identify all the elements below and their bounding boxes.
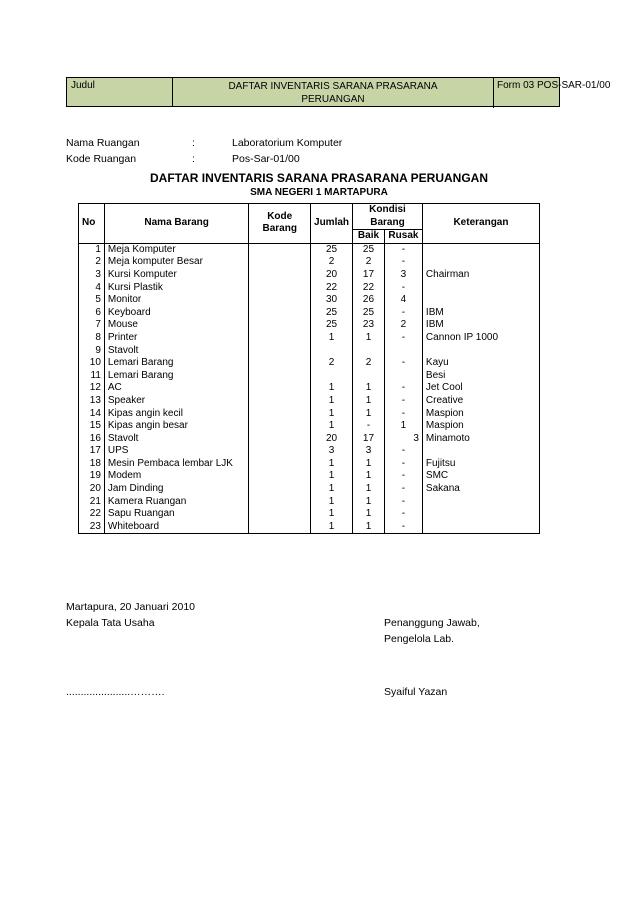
cell-broken: 3 (384, 269, 422, 282)
cell-good: 1 (353, 521, 385, 534)
cell-good: 1 (353, 408, 385, 421)
cell-good: 1 (353, 470, 385, 483)
cell-qty: 1 (311, 521, 353, 534)
cell-broken: 1 (384, 420, 422, 433)
header-good: Baik (353, 230, 385, 244)
cell-broken: - (384, 382, 422, 395)
room-code-label: Kode Ruangan (66, 153, 137, 165)
table-row (79, 508, 540, 521)
table-row (79, 357, 540, 370)
cell-note: Besi (422, 370, 539, 383)
header-broken: Rusak (384, 230, 422, 244)
cell-broken: - (384, 395, 422, 408)
cell-name: Stavolt (104, 345, 248, 358)
table-row (79, 395, 540, 408)
left-signatory-role: Kepala Tata Usaha (66, 617, 155, 629)
cell-no: 3 (79, 269, 105, 282)
cell-broken: - (384, 243, 422, 256)
cell-name: Meja Komputer (104, 243, 248, 256)
room-name-value: Laboratorium Komputer (232, 137, 343, 149)
place-date: Martapura, 20 Januari 2010 (66, 601, 195, 613)
cell-note: Kayu (422, 357, 539, 370)
cell-no: 9 (79, 345, 105, 358)
cell-no: 4 (79, 282, 105, 295)
cell-code (249, 408, 311, 421)
cell-qty: 1 (311, 395, 353, 408)
cell-code (249, 382, 311, 395)
right-signatory-role-2: Pengelola Lab. (384, 633, 455, 645)
table-row (79, 521, 540, 534)
header-title-line1: DAFTAR INVENTARIS SARANA PRASARANA (228, 81, 438, 92)
cell-name: Mesin Pembaca lembar LJK (104, 458, 248, 471)
cell-code (249, 345, 311, 358)
cell-broken: - (384, 483, 422, 496)
header-name: Nama Barang (104, 204, 248, 244)
cell-note: IBM (422, 319, 539, 332)
cell-no: 13 (79, 395, 105, 408)
cell-no: 5 (79, 294, 105, 307)
cell-code (249, 243, 311, 256)
cell-note (422, 243, 539, 256)
cell-note (422, 256, 539, 269)
room-code-sep: : (192, 153, 195, 165)
cell-broken (384, 345, 422, 358)
cell-good (353, 345, 385, 358)
cell-code (249, 508, 311, 521)
cell-qty: 1 (311, 496, 353, 509)
cell-good: 1 (353, 395, 385, 408)
cell-good: 1 (353, 332, 385, 345)
cell-code (249, 458, 311, 471)
form-header-box (66, 77, 611, 107)
table-row (79, 307, 540, 320)
cell-qty: 25 (311, 319, 353, 332)
cell-no: 10 (79, 357, 105, 370)
cell-no: 6 (79, 307, 105, 320)
cell-code (249, 433, 311, 446)
header-condition: Kondisi Barang (353, 204, 423, 230)
table-row (79, 420, 540, 433)
cell-qty: 2 (311, 357, 353, 370)
cell-good (353, 370, 385, 383)
cell-name: Kursi Plastik (104, 282, 248, 295)
cell-good: 17 (353, 269, 385, 282)
table-row (79, 433, 540, 446)
cell-broken: - (384, 508, 422, 521)
table-row (79, 282, 540, 295)
cell-no: 20 (79, 483, 105, 496)
cell-code (249, 395, 311, 408)
cell-good: 3 (353, 445, 385, 458)
document-title: DAFTAR INVENTARIS SARANA PRASARANA PERUANGAN (149, 171, 488, 185)
cell-name: Kipas angin besar (104, 420, 248, 433)
table-row (79, 294, 540, 307)
cell-broken: - (384, 307, 422, 320)
cell-broken: - (384, 357, 422, 370)
cell-broken: 4 (384, 294, 422, 307)
cell-good: - (353, 420, 385, 433)
cell-name: Modem (104, 470, 248, 483)
cell-broken: - (384, 496, 422, 509)
table-row (79, 243, 540, 256)
cell-no: 18 (79, 458, 105, 471)
cell-broken: - (384, 408, 422, 421)
cell-no: 21 (79, 496, 105, 509)
cell-qty: 20 (311, 433, 353, 446)
cell-good: 1 (353, 483, 385, 496)
table-row (79, 496, 540, 509)
table-row (79, 269, 540, 282)
cell-broken: - (384, 458, 422, 471)
cell-code (249, 294, 311, 307)
cell-no: 22 (79, 508, 105, 521)
cell-code (249, 357, 311, 370)
cell-code (249, 420, 311, 433)
cell-no: 23 (79, 521, 105, 534)
cell-name: Speaker (104, 395, 248, 408)
cell-broken: - (384, 470, 422, 483)
cell-good: 1 (353, 496, 385, 509)
cell-broken: - (384, 282, 422, 295)
inventory-body (79, 243, 540, 534)
cell-qty: 25 (311, 243, 353, 256)
header-title-line2: PERUANGAN (301, 94, 365, 105)
cell-note: Maspion (422, 408, 539, 421)
cell-code (249, 256, 311, 269)
cell-broken: 2 (384, 319, 422, 332)
cell-qty: 30 (311, 294, 353, 307)
cell-name: Monitor (104, 294, 248, 307)
cell-broken: - (384, 332, 422, 345)
cell-good: 22 (353, 282, 385, 295)
cell-code (249, 332, 311, 345)
cell-note: Jet Cool (422, 382, 539, 395)
cell-note: Creative (422, 395, 539, 408)
header-title (173, 78, 494, 108)
header-no: No (79, 204, 105, 244)
cell-no: 1 (79, 243, 105, 256)
cell-code (249, 269, 311, 282)
room-name-label: Nama Ruangan (66, 137, 140, 149)
table-row (79, 345, 540, 358)
cell-name: Kursi Komputer (104, 269, 248, 282)
cell-name: Keyboard (104, 307, 248, 320)
cell-note (422, 345, 539, 358)
cell-qty: 3 (311, 445, 353, 458)
cell-broken (384, 370, 422, 383)
inventory-table (78, 203, 540, 534)
cell-note (422, 508, 539, 521)
cell-note (422, 496, 539, 509)
table-row (79, 382, 540, 395)
cell-note (422, 521, 539, 534)
cell-no: 11 (79, 370, 105, 383)
cell-good: 1 (353, 508, 385, 521)
table-row (79, 256, 540, 269)
header-label: Judul (67, 78, 173, 106)
cell-no: 15 (79, 420, 105, 433)
cell-no: 2 (79, 256, 105, 269)
header-qty: Jumlah (311, 204, 353, 244)
table-row (79, 445, 540, 458)
cell-name: Whiteboard (104, 521, 248, 534)
cell-code (249, 521, 311, 534)
cell-good: 1 (353, 458, 385, 471)
cell-good: 25 (353, 307, 385, 320)
cell-note (422, 445, 539, 458)
cell-note: Fujitsu (422, 458, 539, 471)
cell-qty: 25 (311, 307, 353, 320)
cell-code (249, 496, 311, 509)
cell-no: 19 (79, 470, 105, 483)
cell-good: 2 (353, 357, 385, 370)
cell-good: 23 (353, 319, 385, 332)
cell-note: Minamoto (422, 433, 539, 446)
document-subtitle: SMA NEGERI 1 MARTAPURA (250, 187, 388, 198)
cell-qty: 1 (311, 332, 353, 345)
table-row (79, 332, 540, 345)
cell-code (249, 370, 311, 383)
cell-name: Printer (104, 332, 248, 345)
cell-broken: - (384, 521, 422, 534)
table-row (79, 319, 540, 332)
cell-name: Jam Dinding (104, 483, 248, 496)
cell-qty: 2 (311, 256, 353, 269)
cell-name: Stavolt (104, 433, 248, 446)
cell-code (249, 282, 311, 295)
cell-name: Meja komputer Besar (104, 256, 248, 269)
room-code-value: Pos-Sar-01/00 (232, 153, 300, 165)
cell-no: 8 (79, 332, 105, 345)
cell-qty: 22 (311, 282, 353, 295)
table-row (79, 458, 540, 471)
cell-code (249, 307, 311, 320)
cell-qty: 1 (311, 483, 353, 496)
cell-note (422, 294, 539, 307)
table-row (79, 370, 540, 383)
cell-note: Chairman (422, 269, 539, 282)
cell-code (249, 483, 311, 496)
cell-broken: - (384, 445, 422, 458)
cell-qty (311, 370, 353, 383)
cell-name: Kamera Ruangan (104, 496, 248, 509)
cell-broken: - (384, 256, 422, 269)
cell-note: SMC (422, 470, 539, 483)
cell-code (249, 445, 311, 458)
cell-name: Mouse (104, 319, 248, 332)
header-code: Kode Barang (249, 204, 311, 244)
cell-name: Sapu Ruangan (104, 508, 248, 521)
right-signatory-role: Penanggung Jawab, (384, 617, 480, 629)
cell-note: IBM (422, 307, 539, 320)
cell-note: Maspion (422, 420, 539, 433)
cell-note (422, 282, 539, 295)
table-row (79, 408, 540, 421)
cell-no: 16 (79, 433, 105, 446)
header-form-code: Form 03 POS-SAR-01/00 (497, 80, 611, 91)
cell-name: Lemari Barang (104, 370, 248, 383)
cell-code (249, 319, 311, 332)
cell-qty: 1 (311, 458, 353, 471)
cell-good: 1 (353, 382, 385, 395)
room-name-sep: : (192, 137, 195, 149)
cell-qty: 1 (311, 382, 353, 395)
right-signatory-name: Syaiful Yazan (384, 686, 448, 698)
cell-qty: 1 (311, 508, 353, 521)
cell-no: 14 (79, 408, 105, 421)
cell-name: UPS (104, 445, 248, 458)
cell-good: 17 (353, 433, 385, 446)
cell-no: 7 (79, 319, 105, 332)
cell-code (249, 470, 311, 483)
cell-name: Kipas angin kecil (104, 408, 248, 421)
cell-name: Lemari Barang (104, 357, 248, 370)
cell-qty: 20 (311, 269, 353, 282)
cell-qty (311, 345, 353, 358)
cell-name: AC (104, 382, 248, 395)
cell-note: Sakana (422, 483, 539, 496)
cell-qty: 1 (311, 420, 353, 433)
cell-qty: 1 (311, 408, 353, 421)
cell-no: 12 (79, 382, 105, 395)
cell-qty: 1 (311, 470, 353, 483)
header-notes: Keterangan (422, 204, 539, 244)
cell-good: 25 (353, 243, 385, 256)
cell-broken: 3 (384, 433, 422, 446)
table-row (79, 483, 540, 496)
cell-good: 2 (353, 256, 385, 269)
cell-no: 17 (79, 445, 105, 458)
cell-note: Cannon IP 1000 (422, 332, 539, 345)
cell-good: 26 (353, 294, 385, 307)
left-signature-line: ......................………. (66, 686, 165, 698)
table-row (79, 470, 540, 483)
